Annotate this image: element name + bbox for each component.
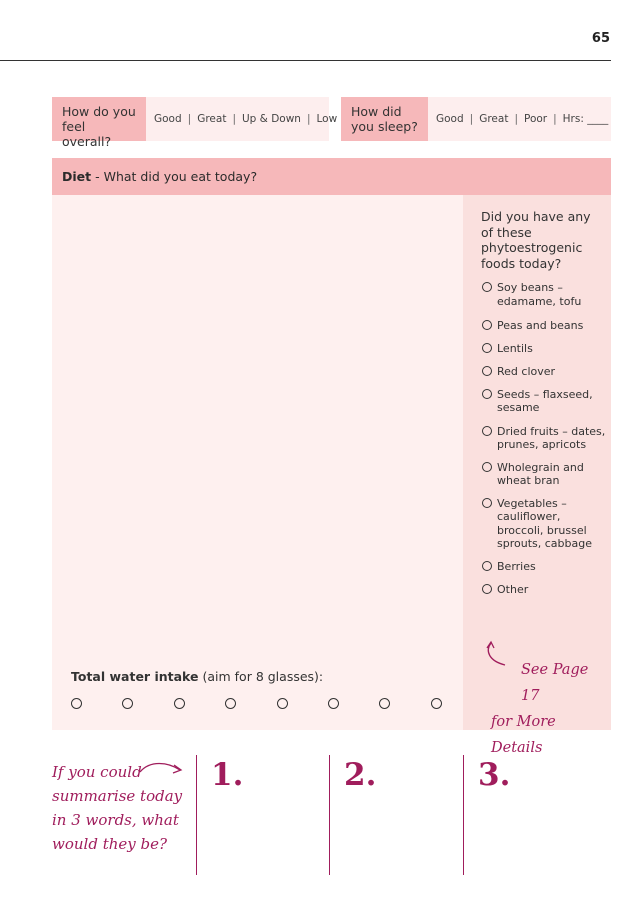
summary-prompt: If you could summarise today in 3 words, what would they be? (52, 763, 183, 853)
food-item[interactable] (482, 342, 608, 356)
sleep-hours-field[interactable]: Hrs: ____ (562, 113, 609, 125)
food-item[interactable] (482, 388, 608, 415)
sleep-options: Good | Great | Poor | Hrs: ____ (428, 97, 611, 141)
diet-writing-area[interactable] (52, 195, 463, 730)
sleep-option[interactable]: Great (479, 113, 509, 125)
checkbox-circle-icon[interactable] (482, 426, 492, 436)
checkbox-circle-icon[interactable] (482, 320, 492, 330)
summary-word-3[interactable] (463, 755, 604, 875)
checkbox-circle-icon[interactable] (482, 389, 492, 399)
feel-options: Good | Great | Up & Down | Low (146, 97, 329, 141)
water-glass-circle-icon[interactable] (431, 698, 442, 709)
water-glass-circle-icon[interactable] (379, 698, 390, 709)
sleep-question-label: How did you sleep? (341, 97, 428, 141)
food-item[interactable] (482, 461, 608, 488)
water-glass-circle-icon[interactable] (122, 698, 133, 709)
checkbox-circle-icon[interactable] (482, 343, 492, 353)
feel-option[interactable]: Up & Down (241, 113, 301, 125)
food-label: Berries (497, 559, 536, 573)
checkbox-circle-icon[interactable] (482, 366, 492, 376)
water-glass-circle-icon[interactable] (225, 698, 236, 709)
water-intake-label (71, 669, 323, 684)
diet-title: Diet (62, 169, 92, 184)
food-item[interactable] (482, 365, 608, 379)
feel-option[interactable]: Low (316, 113, 338, 125)
checkbox-circle-icon[interactable] (482, 282, 492, 292)
food-label: Seeds – flaxseed, sesame (497, 387, 593, 414)
sleep-option[interactable]: Poor (523, 113, 548, 125)
water-intake-hint: (aim for 8 glasses): (202, 669, 324, 684)
food-item[interactable] (482, 425, 608, 452)
food-label: Lentils (497, 341, 533, 355)
page-number: 65 (591, 31, 610, 46)
see-page-note (491, 657, 611, 761)
food-item[interactable] (482, 497, 608, 551)
feel-option[interactable]: Good (154, 113, 182, 125)
checkbox-circle-icon[interactable] (482, 498, 492, 508)
food-checklist (482, 281, 608, 597)
water-glass-tracker (71, 698, 443, 712)
food-item[interactable] (482, 560, 608, 574)
summary-number: 2. (344, 757, 377, 793)
diet-header (52, 158, 611, 195)
water-glass-circle-icon[interactable] (71, 698, 82, 709)
water-glass-circle-icon[interactable] (174, 698, 185, 709)
checkbox-circle-icon[interactable] (482, 584, 492, 594)
water-glass-circle-icon[interactable] (328, 698, 339, 709)
arrow-right-icon (138, 758, 186, 780)
summary-number: 3. (478, 757, 511, 793)
water-glass-circle-icon[interactable] (277, 698, 288, 709)
top-divider (0, 60, 611, 61)
food-item[interactable] (482, 281, 608, 308)
food-label: Peas and beans (497, 319, 584, 332)
food-label: Soy beans – edamame, tofu (497, 281, 582, 308)
water-intake-title: Total water intake (71, 669, 199, 684)
summary-number: 1. (211, 757, 244, 793)
diet-subtitle: - What did you eat today? (95, 169, 258, 184)
see-page-line: for More Details (491, 714, 556, 756)
checkbox-circle-icon[interactable] (482, 462, 492, 472)
checkbox-circle-icon[interactable] (482, 561, 492, 571)
sleep-question (341, 97, 611, 141)
see-page-line: See Page 17 (521, 662, 589, 704)
feel-question (52, 97, 338, 149)
food-label: Vegetables – cauliflower, broccoli, brussel sprouts, cabbage (497, 496, 592, 550)
summary-word-1[interactable] (196, 755, 327, 875)
food-label: Other (497, 583, 529, 596)
phytoestrogen-question: Did you have any of these phytoestrogenic foods today? (481, 209, 591, 271)
summary-word-2[interactable] (329, 755, 460, 875)
feel-question-label: How do you feel overall? (52, 97, 146, 141)
feel-option[interactable]: Great (197, 113, 227, 125)
food-item[interactable] (482, 583, 608, 597)
food-label: Wholegrain and wheat bran (497, 460, 584, 487)
food-item[interactable] (482, 319, 608, 333)
food-label: Red clover (497, 365, 556, 378)
sleep-option[interactable]: Good (436, 113, 464, 125)
food-label: Dried fruits – dates, prunes, apricots (497, 424, 606, 451)
phytoestrogen-panel (463, 195, 611, 756)
